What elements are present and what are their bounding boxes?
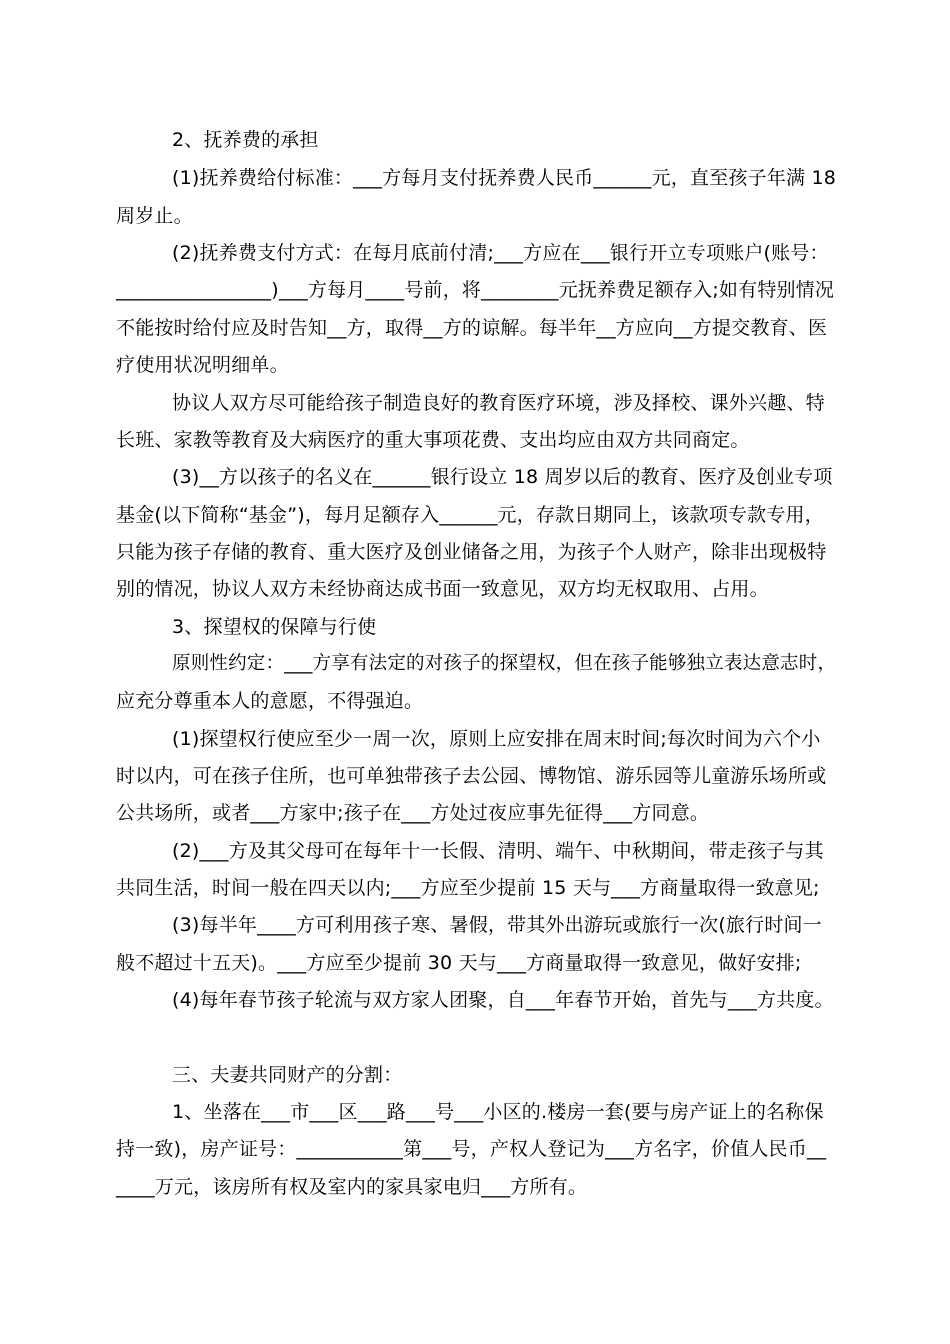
paragraph-line: 1、坐落在___市___区___路___号___小区的.楼房一套(要与房产证上的名称保 <box>172 1101 824 1123</box>
paragraph-line: 持一致)，房产证号：___________第___号，产权人登记为___方名字，价值人民币__ <box>116 1138 827 1160</box>
paragraph-line: 疗使用状况明细单。 <box>116 354 289 376</box>
paragraph-line: 般不超过十五天)。___方应至少提前 30 天与___方商量取得一致意见，做好安排; <box>116 952 802 974</box>
paragraph-line: (4)每年春节孩子轮流与双方家人团聚，自___年春节开始，首先与___方共度。 <box>172 989 834 1011</box>
paragraph-line: 公共场所，或者___方家中;孩子在___方处过夜应事先征得___方同意。 <box>116 802 710 824</box>
paragraph-line: 应充分尊重本人的意愿，不得强迫。 <box>116 690 424 712</box>
section-heading-child-support: 2、抚养费的承担 <box>172 129 319 151</box>
paragraph-line: 基金(以下简称“基金”)，每月足额存入______元，存款日期同上，该款项专款专用， <box>116 504 824 526</box>
paragraph-line: 原则性约定：___方享有法定的对孩子的探望权，但在孩子能够独立表达意志时， <box>172 653 837 674</box>
paragraph-line: 别的情况，协议人双方未经协商达成书面一致意见，双方均无权取用、占用。 <box>116 578 769 600</box>
paragraph-line: 时以内，可在孩子住所，也可单独带孩子去公园、博物馆、游乐园等儿童游乐场所或 <box>116 765 827 787</box>
paragraph-line: 只能为孩子存储的教育、重大医疗及创业储备之用，为孩子个人财产，除非出现极特 <box>116 541 827 563</box>
paragraph-line: (1)探望权行使应至少一周一次，原则上应安排在周末时间;每次时间为六个小 <box>172 728 821 750</box>
paragraph-line: 周岁止。 <box>116 205 193 227</box>
paragraph-line: (2)___方及其父母可在每年十一长假、清明、端午、中秋期间，带走孩子与其 <box>172 840 824 862</box>
paragraph-line: 协议人双方尽可能给孩子制造良好的教育医疗环境，涉及择校、课外兴趣、特 <box>172 392 825 414</box>
paragraph-line: (3)__方以孩子的名义在______银行设立 18 周岁以后的教育、医疗及创业专项 <box>172 466 833 488</box>
section-heading-property-division: 三、夫妻共同财产的分割： <box>172 1064 403 1086</box>
paragraph-line: (3)每半年____方可利用孩子寒、暑假，带其外出游玩或旅行一次(旅行时间一 <box>172 914 822 936</box>
section-heading-visitation: 3、探望权的保障与行使 <box>172 616 377 638</box>
paragraph-line: ________________)___方每月____号前，将________元抚养费足额存入;如有特别情况 <box>116 279 835 301</box>
paragraph-line: ____万元，该房所有权及室内的家具家电归___方所有。 <box>116 1176 588 1198</box>
paragraph-line: 长班、家教等教育及大病医疗的重大事项花费、支出均应由双方共同商定。 <box>116 429 750 451</box>
paragraph-line: (1)抚养费给付标准：___方每月支付抚养费人民币______元，直至孩子年满 18 <box>172 167 837 189</box>
paragraph-line: (2)抚养费支付方式：在每月底前付清;___方应在___银行开立专项账户(账号： <box>172 242 829 264</box>
paragraph-line: 不能按时给付应及时告知__方，取得__方的谅解。每半年__方应向__方提交教育、医 <box>116 317 828 339</box>
paragraph-line: 共同生活，时间一般在四天以内;___方应至少提前 15 天与___方商量取得一致意见; <box>116 877 820 899</box>
